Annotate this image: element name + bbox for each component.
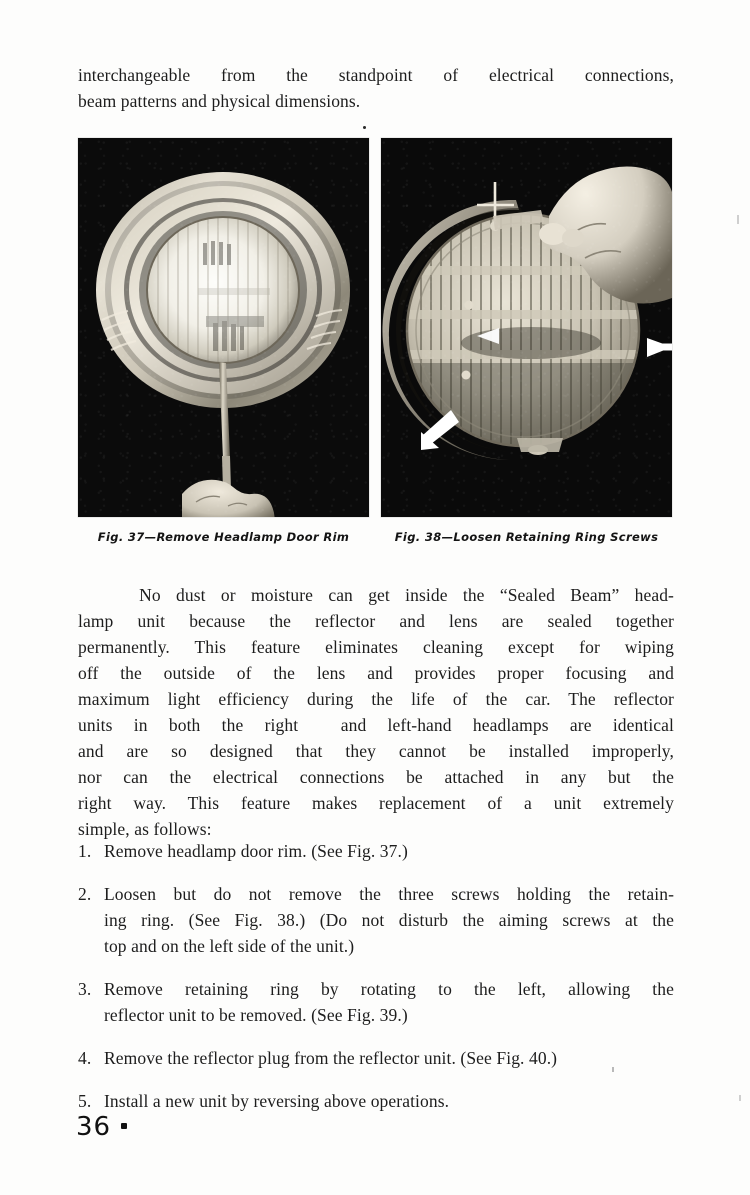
body-line-10: simple, as follows: [78, 819, 212, 839]
figure-image-fig-37 [78, 138, 369, 517]
body-line-8: nor can the electrical connections be attached in any but the [78, 767, 674, 787]
figure-caption-fig-37: Fig. 37—Remove Headlamp Door Rim [97, 530, 350, 544]
body-line-4: off the outside of the lens and provides proper focusing and [78, 663, 674, 683]
step-line: Remove headlamp door rim. (See Fig. 37.) [104, 841, 408, 861]
page-number [76, 1112, 127, 1142]
scan-speck-artifact [612, 1067, 614, 1072]
body-line-1: No dust or moisture can get inside the “Sealed Beam” head- [78, 585, 674, 605]
list-item [78, 838, 674, 864]
figure-image-fig-38 [381, 138, 672, 517]
step-line: Loosen but do not remove the three screws holding the retain- [104, 884, 674, 904]
step-line: ing ring. (See Fig. 38.) (Do not disturb the aiming screws at the [104, 910, 674, 930]
step-line: Install a new unit by reversing above operations. [104, 1091, 450, 1111]
body-paragraph [78, 582, 674, 842]
figure-caption-fig-38: Fig. 38—Loosen Retaining Ring Screws [394, 530, 659, 544]
body-line-5: maximum light efficiency during the life of the car. The reflector [78, 689, 674, 709]
scan-edge-mark [737, 215, 739, 224]
step-number: 1. [78, 841, 92, 861]
intro-line-1: interchangeable from the standpoint of electrical connections, [78, 65, 674, 85]
retaining-ring-screws-photo [381, 138, 672, 517]
body-line-9: right way. This feature makes replacement of a unit extremely [78, 793, 674, 813]
list-item [78, 881, 674, 959]
step-line: reflector unit to be removed. (See Fig. 39.) [104, 1005, 408, 1025]
folio-dot-icon [121, 1123, 127, 1129]
procedure-steps-list [78, 838, 674, 1131]
list-item [78, 1045, 674, 1071]
intro-line-2: beam patterns and physical dimensions. [78, 91, 361, 111]
body-line-3: permanently. This feature eliminates cleaning except for wiping [78, 637, 674, 657]
step-number: 2. [78, 884, 92, 904]
body-line-6: units in both the right and left-hand headlamps are identical [78, 715, 674, 735]
step-line: Remove the reflector plug from the reflector unit. (See Fig. 40.) [104, 1048, 558, 1068]
list-item [78, 1088, 674, 1114]
list-item [78, 976, 674, 1028]
step-number: 5. [78, 1091, 92, 1111]
intro-paragraph [78, 62, 674, 114]
step-line: Remove retaining ring by rotating to the left, allowing the [104, 979, 674, 999]
step-number: 3. [78, 979, 92, 999]
page-number-value: 36 [76, 1112, 112, 1142]
scan-speck-artifact [363, 126, 366, 129]
step-line: top and on the left side of the unit.) [104, 936, 355, 956]
step-number: 4. [78, 1048, 92, 1068]
body-line-2: lamp unit because the reflector and lens are sealed together [78, 611, 674, 631]
scan-edge-mark [739, 1095, 741, 1101]
figure-row [78, 138, 672, 518]
headlamp-door-rim-photo [78, 138, 369, 517]
body-line-7: and are so designed that they cannot be installed improperly, [78, 741, 674, 761]
